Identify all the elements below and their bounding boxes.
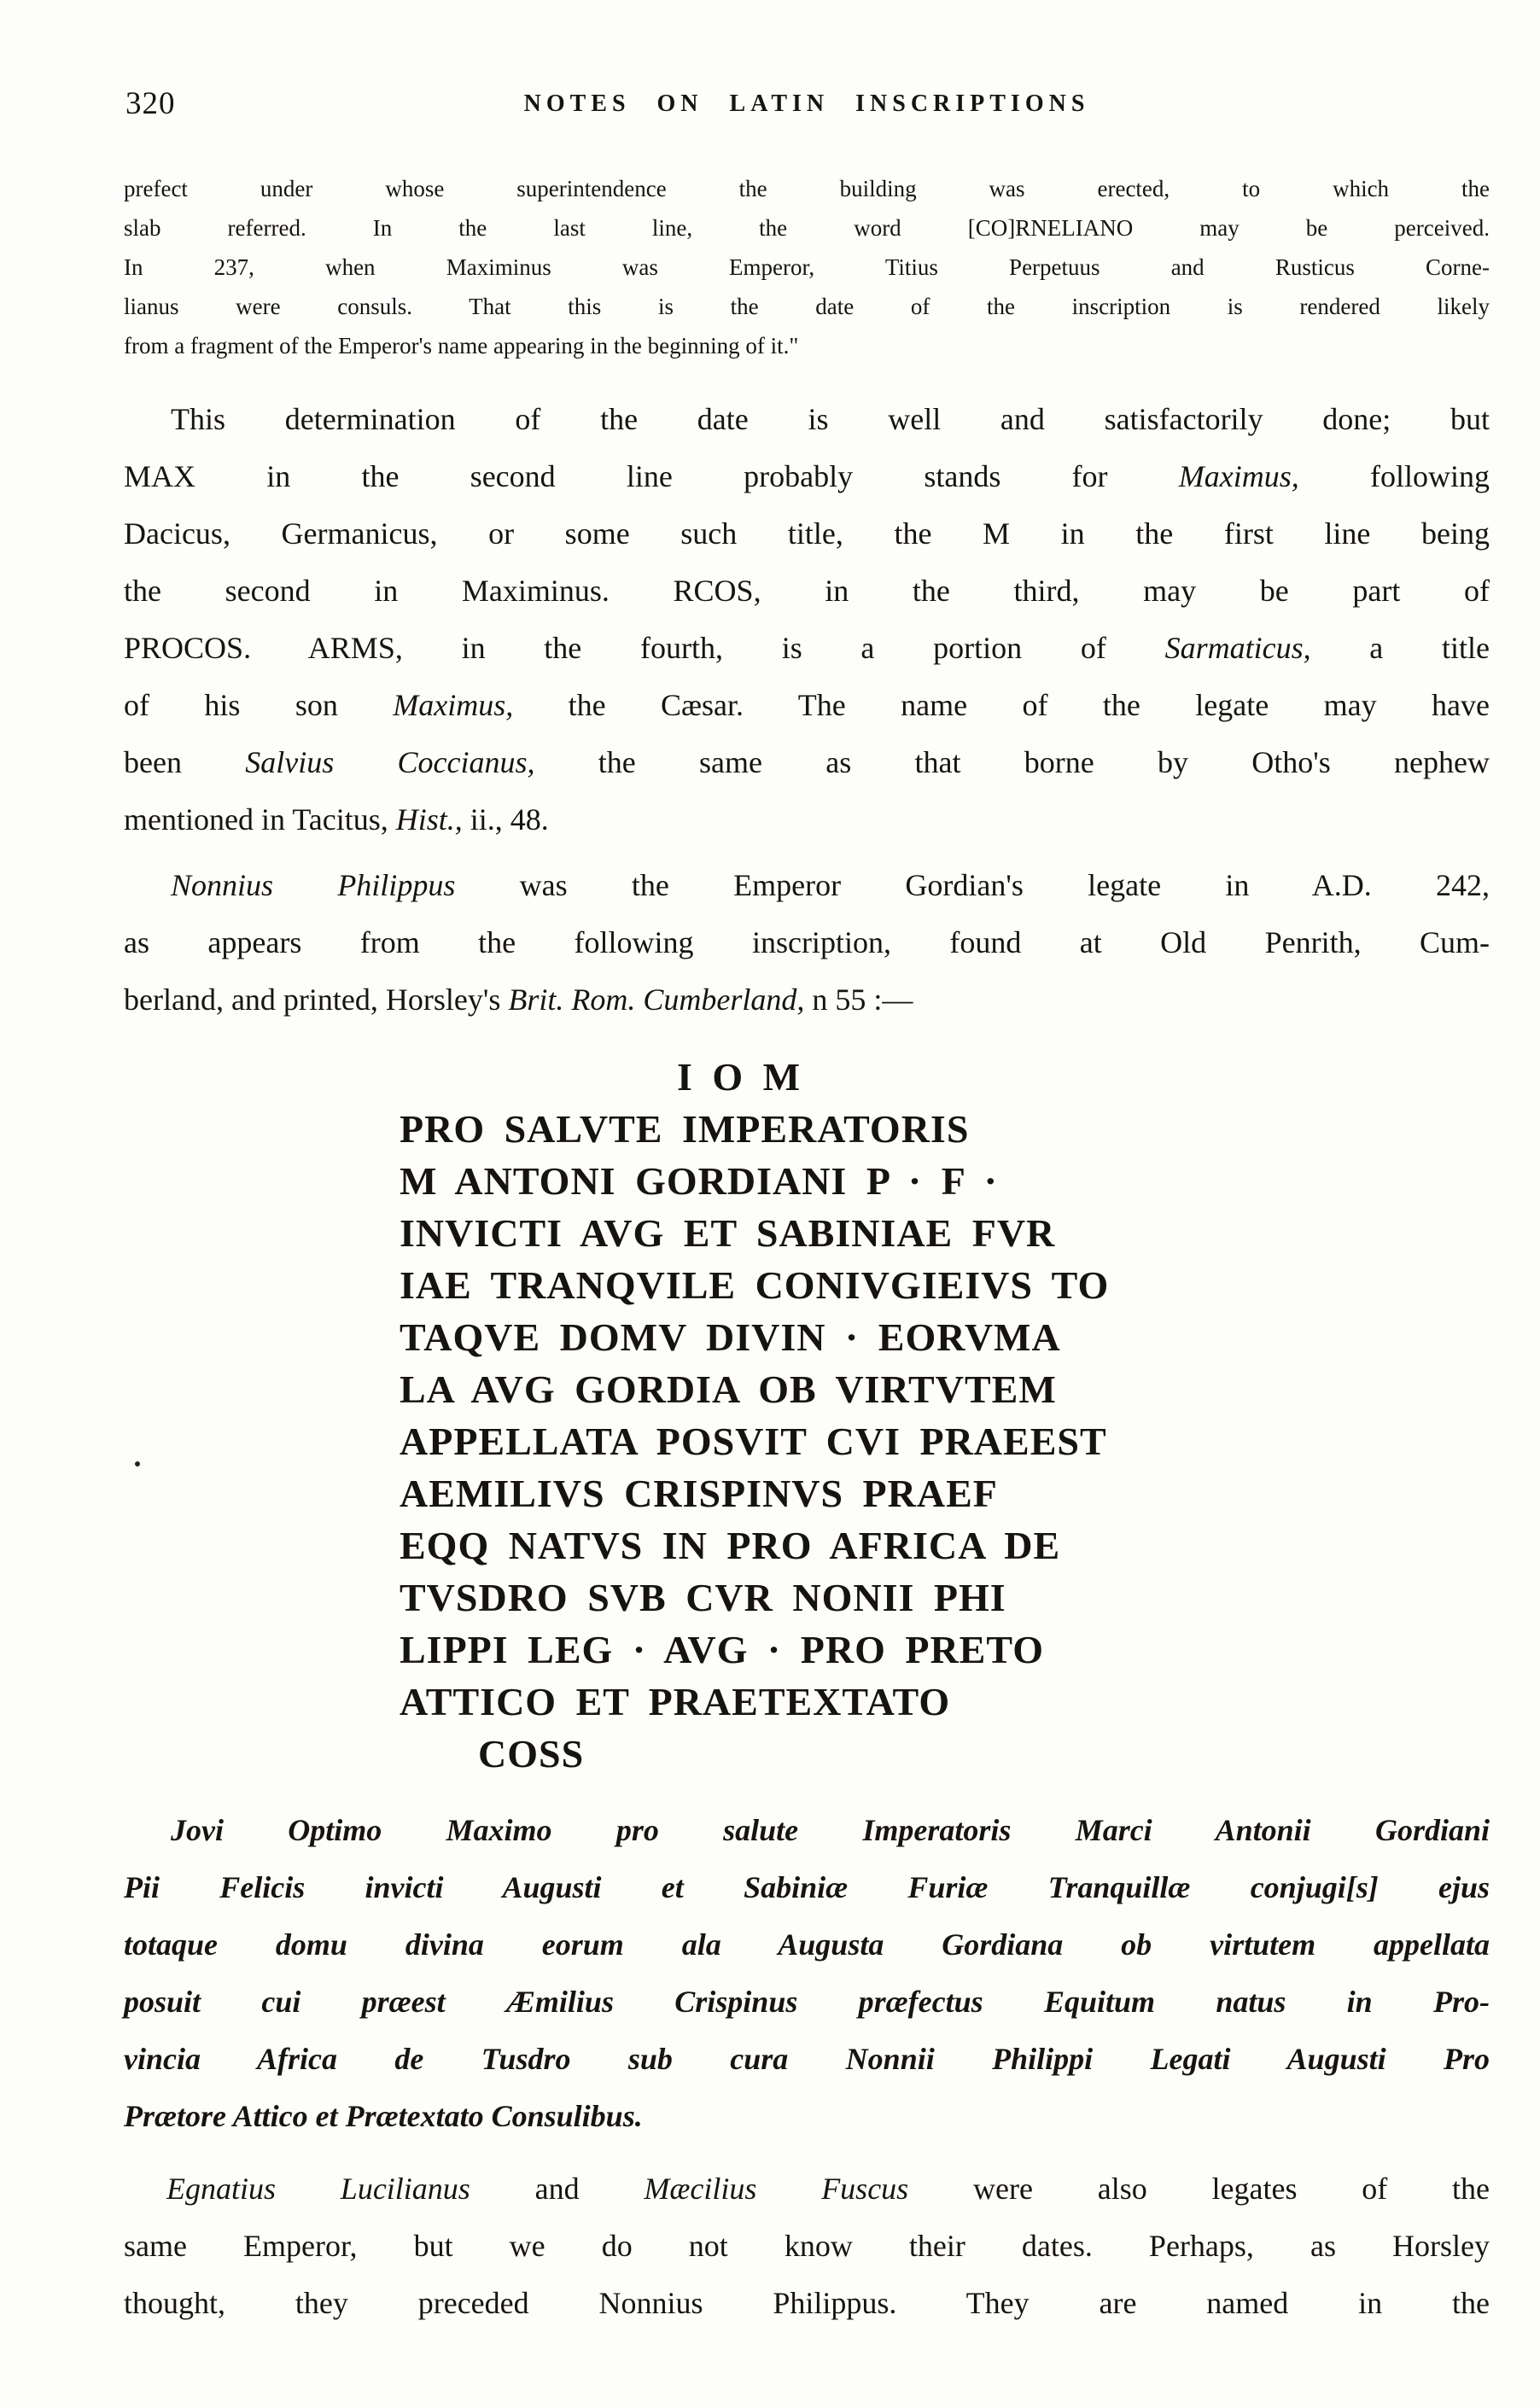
text-line <box>400 1207 1159 1259</box>
text-segment: a title <box>1310 631 1490 665</box>
text-line <box>124 287 1490 326</box>
text-segment: Maximus, <box>1178 459 1299 493</box>
text-segment: Nonnius Philippus <box>171 868 456 902</box>
text-segment: LA AVG GORDIA OB VIRTVTEM <box>400 1367 1057 1411</box>
text-line <box>400 1571 1159 1624</box>
text-line <box>124 391 1490 448</box>
text-segment: thought, they preceded Nonnius Philippus. They are named in the <box>124 2286 1490 2320</box>
text-line <box>124 734 1490 791</box>
text-line <box>400 1259 1159 1311</box>
text-segment: M ANTONI GORDIANI P · F · <box>400 1159 998 1203</box>
text-segment: Dacicus, Germanicus, or some such title, the M in the first line being <box>124 516 1490 551</box>
text-line <box>124 2275 1490 2332</box>
text-segment: and <box>470 2172 645 2206</box>
text-segment: the second in Maximinus. RCOS, in the third, may be part of <box>124 574 1490 608</box>
text-line <box>124 563 1490 620</box>
text-segment: In 237, when Maximinus was Emperor, Titius Perpetuus and Rusticus Corne- <box>124 254 1490 280</box>
text-line <box>400 1467 1159 1519</box>
text-line <box>124 2031 1490 2088</box>
text-segment: berland, and printed, Horsley's <box>124 982 509 1017</box>
text-line <box>400 1728 1159 1780</box>
text-segment: Salvius Coccianus, <box>245 745 535 779</box>
text-segment: posuit cui præest Æmilius Crispinus præfectus Equitum natus in Pro- <box>124 1985 1490 2019</box>
text-segment: This determination of the date is well and satisfactorily done; but <box>171 402 1490 436</box>
text-segment: totaque domu divina eorum ala Augusta Gordiana ob virtutem appellata <box>124 1927 1490 1962</box>
text-line <box>400 1676 1159 1728</box>
text-segment: lianus were consuls. That this is the date of the inscription is rendered likely <box>124 294 1490 319</box>
text-segment: following <box>1298 459 1490 493</box>
text-line <box>124 248 1490 287</box>
text-segment: from a fragment of the Emperor's name appearing in the beginning of it." <box>124 333 799 359</box>
text-segment: n 55 :— <box>804 982 913 1017</box>
text-line <box>400 1311 1159 1363</box>
text-line <box>124 448 1490 505</box>
nonnius-philippus-paragraph <box>124 857 1490 1029</box>
text-line <box>124 971 1490 1029</box>
text-line <box>124 677 1490 734</box>
text-line <box>124 791 1490 848</box>
latin-inscription-block <box>400 1051 1159 1780</box>
text-segment: been <box>124 745 246 779</box>
text-line <box>124 914 1490 971</box>
text-segment: Mæcilius Fuscus <box>644 2172 909 2206</box>
text-segment: AEMILIVS CRISPINVS PRAEF <box>400 1472 998 1515</box>
text-segment: as appears from the following inscription, found at Old Penrith, Cum- <box>124 925 1490 959</box>
text-segment: of his son <box>124 688 394 722</box>
text-segment: Egnatius Lucilianus <box>166 2172 470 2206</box>
page-content <box>124 82 1490 2332</box>
text-segment: vincia Africa de Tusdro sub cura Nonnii Philippi Legati Augusti Pro <box>124 2042 1490 2076</box>
text-segment: prefect under whose superintendence the building was erected, to which the <box>124 176 1490 201</box>
text-segment: Maximus, <box>393 688 514 722</box>
text-line <box>124 1974 1490 2031</box>
text-segment: PRO SALVTE IMPERATORIS <box>400 1107 970 1151</box>
text-segment: LIPPI LEG · AVG · PRO PRETO <box>400 1628 1044 1671</box>
text-segment: the Cæsar. The name of the legate may have <box>513 688 1490 722</box>
text-line <box>124 857 1490 914</box>
running-header <box>124 82 1490 125</box>
text-segment: APPELLATA POSVIT CVI PRAEEST <box>400 1420 1107 1463</box>
text-segment: the same as that borne by Otho's nephew <box>534 745 1490 779</box>
text-segment: Sarmaticus, <box>1164 631 1311 665</box>
text-segment: ii., 48. <box>462 802 549 837</box>
text-line <box>400 1363 1159 1415</box>
text-segment: slab referred. In the last line, the word [CO]RNELIANO may be perceived. <box>124 215 1490 241</box>
text-segment: I O M <box>677 1055 802 1099</box>
text-segment: was the Emperor Gordian's legate in A.D. 242, <box>455 868 1490 902</box>
ink-speck <box>135 1461 140 1466</box>
text-segment: Pii Felicis invicti Augusti et Sabiniæ Furiæ Tranquillæ conjugi[s] ejus <box>124 1870 1490 1904</box>
text-line <box>124 2088 1490 2145</box>
text-line <box>400 1051 1159 1103</box>
text-line <box>124 1802 1490 1859</box>
text-segment: TAQVE DOMV DIVIN · EORVMA <box>400 1315 1061 1359</box>
closing-paragraph <box>124 2160 1490 2332</box>
text-line <box>400 1155 1159 1207</box>
text-segment: TVSDRO SVB CVR NONII PHI <box>400 1576 1006 1619</box>
text-line <box>124 1859 1490 1916</box>
text-segment: EQQ NATVS IN PRO AFRICA DE <box>400 1524 1061 1567</box>
text-segment: ATTICO ET PRAETEXTATO <box>400 1680 951 1723</box>
text-line <box>124 2218 1490 2275</box>
running-title: NOTES ON LATIN INSCRIPTIONS <box>523 90 1090 117</box>
text-line <box>124 2160 1490 2218</box>
text-segment: were also legates of the <box>908 2172 1490 2206</box>
text-segment: Hist., <box>395 802 463 837</box>
text-segment: MAX in the second line probably stands for <box>124 459 1179 493</box>
text-segment: mentioned in Tacitus, <box>124 802 396 837</box>
text-segment: PROCOS. ARMS, in the fourth, is a portion of <box>124 631 1165 665</box>
text-line <box>124 208 1490 248</box>
text-segment: Brit. Rom. Cumberland, <box>508 982 805 1017</box>
quoted-passage-paragraph <box>124 169 1490 365</box>
latin-translation-paragraph <box>124 1802 1490 2145</box>
text-segment: COSS <box>478 1732 585 1775</box>
text-line <box>400 1415 1159 1467</box>
text-line <box>124 326 1490 365</box>
text-line <box>400 1519 1159 1571</box>
text-line <box>124 505 1490 563</box>
text-segment: Prætore Attico et Prætextato Consulibus. <box>124 2099 643 2133</box>
text-line <box>400 1624 1159 1676</box>
text-line <box>124 169 1490 208</box>
text-line <box>124 1916 1490 1974</box>
page-number: 320 <box>125 86 176 121</box>
discussion-paragraph <box>124 391 1490 848</box>
text-segment: same Emperor, but we do not know their dates. Perhaps, as Horsley <box>124 2229 1490 2263</box>
text-segment: IAE TRANQVILE CONIVGIEIVS TO <box>400 1263 1110 1307</box>
text-line <box>400 1103 1159 1155</box>
text-line <box>124 620 1490 677</box>
text-segment: Jovi Optimo Maximo pro salute Imperatoris Marci Antonii Gordiani <box>171 1813 1490 1847</box>
text-segment: INVICTI AVG ET SABINIAE FVR <box>400 1211 1056 1255</box>
